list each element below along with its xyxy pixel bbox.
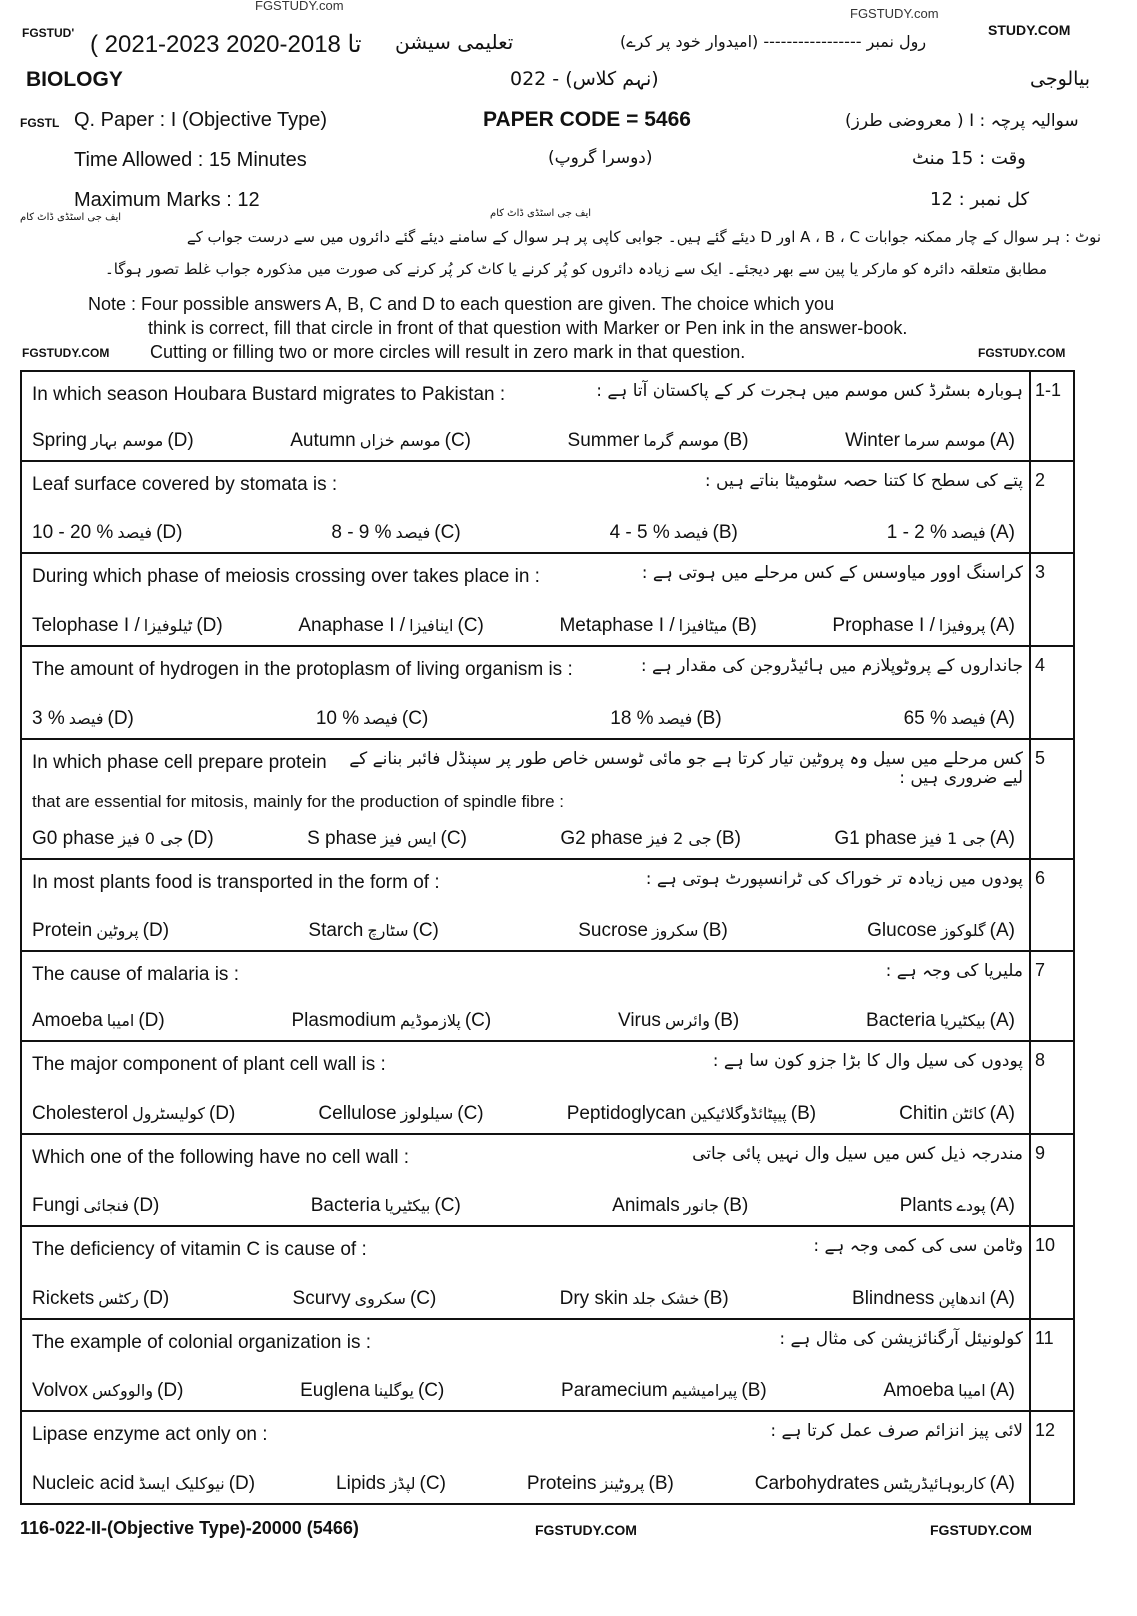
- option-text: 8 - 9 %: [331, 522, 392, 543]
- option-key: (A): [989, 708, 1015, 729]
- option-text: Carbohydrates: [754, 1473, 880, 1494]
- option-text: Anaphase I /: [298, 615, 406, 636]
- options: [32, 1195, 1015, 1217]
- question-row: [22, 1042, 1075, 1135]
- question-number-cell: [1029, 1412, 1075, 1503]
- option-text: Scurvy: [292, 1288, 351, 1309]
- option-text-urdu: نیوکلیک ایسڈ: [138, 1474, 225, 1493]
- question-text: The major component of plant cell wall is :: [32, 1054, 386, 1075]
- question-text-urdu: کولونیئل آرگنائزیشن کی مثال ہے :: [779, 1329, 1023, 1349]
- question-text-urdu: پتے کی سطح کا کتنا حصہ سٹومیٹا بناتے ہیں :: [704, 471, 1023, 491]
- option-key: (D): [107, 708, 134, 729]
- option-text: Rickets: [32, 1288, 95, 1309]
- question-number: 9: [1035, 1143, 1046, 1163]
- options: [32, 708, 1015, 730]
- option-text: 10 %: [315, 708, 360, 729]
- option-key: (D): [138, 1010, 165, 1031]
- option-key: (D): [157, 1380, 184, 1401]
- option-text-urdu: خشک جلد: [632, 1289, 700, 1308]
- option-text-urdu: اندھاپن: [938, 1289, 986, 1308]
- option-text-urdu: کولیسٹرول: [132, 1104, 205, 1123]
- question-row: [22, 647, 1075, 740]
- option-text: Winter: [845, 430, 900, 451]
- paper-code: PAPER CODE = 5466: [483, 108, 691, 131]
- option-text: Nucleic acid: [32, 1473, 135, 1494]
- question-number: 3: [1035, 562, 1046, 582]
- option-text: Metaphase I /: [559, 615, 675, 636]
- option-a: [755, 1473, 1015, 1495]
- option-text-urdu: موسم بہار: [90, 431, 164, 450]
- question-text-continued: that are essential for mitosis, mainly for the production of spindle fibre :: [32, 792, 564, 811]
- option-key: (B): [703, 1288, 729, 1309]
- question-text-urdu: مندرجہ ذیل کس میں سیل وال نہیں پائی جاتی: [692, 1144, 1023, 1164]
- options: [32, 920, 1015, 942]
- watermark: FGSTUDY.COM: [22, 346, 110, 360]
- option-d: [32, 430, 194, 452]
- option-text: G0 phase: [32, 828, 115, 849]
- option-text-urdu: جی 1 فیز: [920, 829, 986, 848]
- option-text-urdu: ایس فیز: [380, 829, 437, 848]
- question-row: [22, 952, 1075, 1042]
- options: [32, 1103, 1015, 1125]
- watermark: FGSTUDY.COM: [930, 1522, 1032, 1538]
- option-key: (B): [696, 708, 722, 729]
- option-a: [887, 522, 1015, 544]
- option-text: Amoeba: [883, 1380, 955, 1401]
- option-key: (C): [464, 1010, 492, 1031]
- option-c: [293, 1288, 437, 1310]
- option-text: Chitin: [899, 1103, 948, 1124]
- option-text-urdu: فیصد: [673, 523, 709, 542]
- option-key: (C): [417, 1380, 445, 1401]
- option-text-urdu: بیکٹیریا: [384, 1196, 431, 1215]
- question-text: Which one of the following have no cell wall :: [32, 1147, 410, 1168]
- question-text: The cause of malaria is :: [32, 964, 239, 985]
- class-code: (نہم کلاس) - 022: [510, 68, 659, 90]
- option-key: (D): [228, 1473, 256, 1494]
- option-a: [867, 920, 1015, 942]
- note-line-1: Note : Four possible answers A, B, C and D to each question are given. The choice which you: [88, 294, 835, 314]
- option-text: Protein: [32, 920, 93, 941]
- option-text-urdu: پیرامیشیم: [671, 1381, 738, 1400]
- option-text-urdu: رکٹس: [98, 1289, 139, 1308]
- option-text: G1 phase: [834, 828, 917, 849]
- time-urdu: وقت : 15 منٹ: [912, 148, 1026, 169]
- question-text-urdu: پودوں میں زیادہ تر خوراک کی ٹرانسپورٹ ہوتی ہے :: [645, 869, 1023, 889]
- option-key: (D): [133, 1195, 160, 1216]
- option-text: Cellulose: [318, 1103, 397, 1124]
- option-text: G2 phase: [560, 828, 643, 849]
- options: [32, 430, 1015, 452]
- question-text: Leaf surface covered by stomata is :: [32, 474, 338, 495]
- question-number-cell: [1029, 740, 1075, 858]
- option-text: Dry skin: [559, 1288, 629, 1309]
- option-key: (B): [648, 1473, 674, 1494]
- question-text-urdu: وٹامن سی کی کمی وجہ ہے :: [813, 1236, 1023, 1256]
- option-text: Cholesterol: [32, 1103, 129, 1124]
- option-key: (D): [142, 1288, 170, 1309]
- option-text-urdu: بیکٹیریا: [939, 1011, 986, 1030]
- option-text: Telophase I /: [32, 615, 140, 636]
- question-text: In which phase cell prepare protein: [32, 752, 327, 773]
- option-key: (C): [457, 615, 484, 636]
- question-number: 11: [1035, 1328, 1054, 1348]
- maximum-marks: Maximum Marks : 12: [74, 189, 260, 211]
- option-a: [900, 1195, 1015, 1217]
- option-text-urdu: پیپٹائڈوگلائیکین: [690, 1104, 787, 1123]
- option-key: (D): [196, 615, 223, 636]
- option-text: Volvox: [32, 1380, 88, 1401]
- option-text-urdu: فیصد: [395, 523, 431, 542]
- subject: BIOLOGY: [26, 68, 123, 91]
- option-d: [32, 920, 169, 942]
- note-urdu-line-2: مطابق متعلقہ دائرہ کو مارکر یا پین سے بھر دیجئے۔ ایک سے زیادہ دائروں کو پُر کرنے یا کاٹ کر پُر کرنے کی صورت میں مذکورہ جواب غلط تصور ہوگا۔: [104, 260, 1047, 278]
- option-text-urdu: پلازموڈیم: [400, 1011, 461, 1030]
- question-text: Lipase enzyme act only on :: [32, 1424, 268, 1445]
- option-text: Amoeba: [32, 1010, 103, 1031]
- question-row: [22, 1320, 1075, 1412]
- option-text-urdu: سکروی: [354, 1289, 406, 1308]
- option-key: (A): [989, 1288, 1015, 1309]
- option-d: [32, 1103, 235, 1125]
- option-text: Starch: [308, 920, 364, 941]
- option-b: [610, 522, 738, 544]
- option-a: [866, 1010, 1015, 1032]
- option-text-urdu: کائٹن: [951, 1104, 986, 1123]
- watermark: FGSTL: [20, 116, 60, 130]
- options: [32, 1010, 1015, 1032]
- group-urdu: (دوسرا گروپ): [548, 148, 653, 168]
- options: [32, 1473, 1015, 1495]
- option-b: [610, 708, 721, 730]
- option-b: [568, 430, 749, 452]
- question-number-cell: [1029, 1135, 1075, 1225]
- option-c: [318, 1103, 483, 1125]
- option-text: Proteins: [526, 1473, 597, 1494]
- option-key: (B): [702, 920, 728, 941]
- option-text-urdu: جی 0 فیز: [118, 829, 184, 848]
- option-a: [904, 708, 1015, 730]
- question-number-cell: [1029, 554, 1075, 645]
- option-b: [612, 1195, 748, 1217]
- option-text: 1 - 2 %: [886, 522, 947, 543]
- watermark: FGSTUDY.com: [255, 0, 344, 13]
- option-c: [316, 708, 428, 730]
- option-key: (C): [457, 1103, 484, 1124]
- option-text-urdu: والووکس: [91, 1381, 154, 1400]
- option-key: (C): [434, 1195, 461, 1216]
- question-text: In which season Houbara Bustard migrates to Pakistan :: [32, 384, 506, 405]
- option-text-urdu: امیبا: [958, 1381, 986, 1400]
- option-a: [852, 1288, 1015, 1310]
- option-text-urdu: وائرس: [664, 1011, 710, 1030]
- question-row: [22, 1412, 1075, 1503]
- question-row: [22, 740, 1075, 860]
- option-c: [290, 430, 471, 452]
- question-number-cell: [1029, 952, 1075, 1040]
- option-a: [834, 828, 1015, 850]
- option-key: (B): [723, 430, 749, 451]
- option-text-urdu: کاربوہائیڈریٹس: [883, 1474, 986, 1493]
- option-d: [32, 1010, 165, 1032]
- option-key: (A): [989, 522, 1015, 543]
- question-number-cell: [1029, 372, 1075, 460]
- question-number: 12: [1035, 1420, 1056, 1440]
- option-a: [899, 1103, 1015, 1125]
- watermark: FGSTUDY.COM: [978, 346, 1066, 360]
- question-number: 2: [1035, 470, 1046, 490]
- option-text-urdu: لپڈز: [389, 1474, 416, 1493]
- option-text-urdu: پروٹین: [96, 921, 139, 940]
- question-row: [22, 462, 1075, 554]
- option-text: Blindness: [852, 1288, 935, 1309]
- option-c: [311, 1195, 461, 1217]
- question-number: 10: [1035, 1235, 1056, 1255]
- option-c: [308, 920, 438, 942]
- options: [32, 615, 1015, 637]
- option-key: (A): [989, 1103, 1015, 1124]
- option-text: Autumn: [290, 430, 356, 451]
- option-b: [527, 1473, 674, 1495]
- option-text-urdu: فنجائی: [83, 1196, 129, 1215]
- question-number-cell: [1029, 1227, 1075, 1318]
- option-text-urdu: سکروز: [651, 921, 699, 940]
- option-text-urdu: یوگلینا: [373, 1381, 414, 1400]
- option-text-urdu: موسم گرما: [643, 431, 720, 450]
- question-number: 8: [1035, 1050, 1046, 1070]
- option-key: (C): [440, 828, 467, 849]
- option-key: (A): [989, 615, 1015, 636]
- option-c: [298, 615, 483, 637]
- option-key: (D): [142, 920, 170, 941]
- option-text-urdu: سٹارچ: [367, 921, 409, 940]
- option-key: (C): [444, 430, 472, 451]
- question-row: [22, 1135, 1075, 1227]
- option-text: 10 - 20 %: [32, 522, 114, 543]
- option-text-urdu: موسم سرما: [903, 431, 986, 450]
- option-text-urdu: جی 2 فیز: [646, 829, 712, 848]
- option-a: [832, 615, 1015, 637]
- option-d: [32, 1380, 183, 1402]
- option-text: 3 %: [32, 708, 65, 729]
- option-text: Glucose: [867, 920, 937, 941]
- option-c: [291, 1010, 491, 1032]
- option-text: Peptidoglycan: [566, 1103, 687, 1124]
- option-b: [578, 920, 728, 942]
- question-text: During which phase of meiosis crossing over takes place in :: [32, 566, 540, 587]
- question-text: In most plants food is transported in the form of :: [32, 872, 440, 893]
- option-key: (B): [722, 1195, 749, 1216]
- question-text-urdu: پودوں کی سیل وال کا بڑا جزو کون سا ہے :: [712, 1051, 1023, 1071]
- watermark: STUDY.COM: [988, 22, 1071, 38]
- option-text: Bacteria: [310, 1195, 381, 1216]
- question-number-cell: [1029, 462, 1075, 552]
- question-number: 4: [1035, 655, 1046, 675]
- option-text: 18 %: [610, 708, 654, 729]
- option-c: [300, 1380, 444, 1402]
- option-b: [561, 1380, 767, 1402]
- options: [32, 1288, 1015, 1310]
- option-text-urdu: پروفیزا: [938, 616, 986, 635]
- option-text: Prophase I /: [832, 615, 935, 636]
- option-key: (A): [989, 1380, 1015, 1401]
- question-row: [22, 554, 1075, 647]
- option-text: 65 %: [903, 708, 947, 729]
- option-key: (C): [434, 522, 461, 543]
- option-key: (D): [208, 1103, 236, 1124]
- question-row: [22, 372, 1075, 462]
- option-b: [560, 1288, 729, 1310]
- watermark: FGSTUDY.com: [850, 6, 939, 21]
- option-text-urdu: فیصد: [950, 523, 986, 542]
- option-a: [883, 1380, 1015, 1402]
- option-key: (B): [713, 1010, 740, 1031]
- option-key: (D): [187, 828, 214, 849]
- option-a: [845, 430, 1015, 452]
- time-allowed: Time Allowed : 15 Minutes: [74, 149, 307, 171]
- option-text-urdu: فیصد: [117, 523, 153, 542]
- option-c: [307, 828, 467, 850]
- question-text-urdu: لائی پیز انزائم صرف عمل کرتا ہے :: [770, 1421, 1023, 1441]
- note-urdu-line-1: نوٹ : ہر سوال کے چار ممکنہ جوابات A ، B ، C اور D دیئے گئے ہیں۔ جوابی کاپی پر ہر سوال کے سامنے دیئے گئے دائروں میں سے درست جواب کے: [186, 228, 1101, 246]
- option-key: (C): [419, 1473, 446, 1494]
- watermark: ایف جی اسٹڈی ڈاٹ کام: [20, 212, 122, 223]
- watermark: FGSTUD': [22, 26, 75, 40]
- option-d: [32, 615, 223, 637]
- watermark: FGSTUDY.COM: [535, 1522, 637, 1538]
- option-d: [32, 1473, 255, 1495]
- option-text-urdu: پروٹینز: [600, 1474, 645, 1493]
- option-text-urdu: پودے: [956, 1196, 986, 1215]
- option-text-urdu: فیصد: [657, 709, 693, 728]
- question-number: 6: [1035, 868, 1046, 888]
- paper-label: Q. Paper : I (Objective Type): [74, 109, 328, 131]
- options: [32, 828, 1015, 850]
- option-key: (B): [712, 522, 738, 543]
- question-number-cell: [1029, 647, 1075, 738]
- option-text-urdu: فیصد: [950, 709, 986, 728]
- option-key: (D): [156, 522, 183, 543]
- note-line-3: Cutting or filling two or more circles will result in zero mark in that question.: [150, 342, 746, 362]
- option-text: S phase: [307, 828, 377, 849]
- option-key: (C): [401, 708, 429, 729]
- note-line-2: think is correct, fill that circle in front of that question with Marker or Pen ink in the answer-book.: [148, 318, 908, 338]
- watermark: ایف جی اسٹڈی ڈاٹ کام: [490, 208, 592, 219]
- option-text: Plasmodium: [291, 1010, 397, 1031]
- option-text-urdu: موسم خزاں: [359, 431, 441, 450]
- option-key: (A): [989, 1195, 1015, 1216]
- marks-urdu: کل نمبر : 12: [930, 189, 1030, 210]
- option-text-urdu: جانور: [683, 1196, 719, 1215]
- option-text: 4 - 5 %: [609, 522, 670, 543]
- paper-urdu: سوالیہ پرچہ : I ( معروضی طرز): [845, 111, 1079, 131]
- question-text-urdu: کس مرحلے میں سیل وہ پروٹین تیار کرتا ہے جو مائی ٹوسس خاص طور پر سپنڈل فائبر بنانے کے لیے ضروری ہیں :: [349, 749, 1023, 788]
- question-number: 7: [1035, 960, 1046, 980]
- questions-table: [20, 370, 1075, 1505]
- options: [32, 1380, 1015, 1402]
- option-text: Fungi: [32, 1195, 80, 1216]
- option-key: (A): [989, 828, 1015, 849]
- option-key: (A): [989, 430, 1015, 451]
- option-text-urdu: اینافیزا: [409, 616, 454, 635]
- option-c: [336, 1473, 446, 1495]
- option-key: (A): [989, 920, 1015, 941]
- question-text-urdu: جانداروں کے پروٹوپلازم میں ہائیڈروجن کی مقدار ہے :: [640, 656, 1023, 676]
- question-number-cell: [1029, 1320, 1075, 1410]
- option-text: Lipids: [336, 1473, 386, 1494]
- option-text: Animals: [612, 1195, 680, 1216]
- option-text-urdu: فیصد: [68, 709, 104, 728]
- option-text-urdu: ٹیلوفیزا: [143, 616, 193, 635]
- option-d: [32, 828, 214, 850]
- roll-number-urdu: رول نمبر ----------------- (امیدوار خود پر کرے): [620, 32, 927, 51]
- option-text: Sucrose: [578, 920, 648, 941]
- option-text-urdu: سیلولوز: [400, 1104, 454, 1123]
- option-text: Plants: [899, 1195, 953, 1216]
- option-key: (A): [989, 1010, 1015, 1031]
- session-urdu: تعلیمی سیشن: [395, 30, 514, 54]
- session-years: ( 2021-2023 تا 2018-2020: [90, 31, 362, 58]
- footer-code: 116-022-II-(Objective Type)-20000 (5466): [20, 1518, 359, 1538]
- option-d: [32, 522, 182, 544]
- question-text: The deficiency of vitamin C is cause of :: [32, 1239, 367, 1260]
- option-d: [32, 708, 134, 730]
- option-c: [331, 522, 460, 544]
- question-number: 5: [1035, 748, 1046, 768]
- option-key: (B): [715, 828, 741, 849]
- option-b: [618, 1010, 739, 1032]
- option-text: Euglena: [300, 1380, 370, 1401]
- option-text-urdu: گلوکوز: [940, 921, 986, 940]
- option-d: [32, 1195, 159, 1217]
- option-text-urdu: میٹافیزا: [678, 616, 728, 635]
- question-row: [22, 1227, 1075, 1320]
- option-text: Spring: [32, 430, 87, 451]
- option-text-urdu: فیصد: [363, 709, 398, 728]
- options: [32, 522, 1015, 544]
- option-text-urdu: امیبا: [106, 1011, 135, 1030]
- option-text: Bacteria: [866, 1010, 936, 1031]
- question-number-cell: [1029, 860, 1075, 950]
- option-key: (C): [409, 1288, 437, 1309]
- question-text: The example of colonial organization is :: [32, 1332, 372, 1353]
- option-key: (A): [989, 1473, 1015, 1494]
- question-text-urdu: ملیریا کی وجہ ہے :: [885, 961, 1023, 981]
- question-number-cell: [1029, 1042, 1075, 1133]
- question-text-urdu: ہوبارہ بسٹرڈ کس موسم میں ہجرت کر کے پاکستان آتا ہے :: [596, 381, 1023, 401]
- option-b: [560, 828, 741, 850]
- option-key: (B): [790, 1103, 817, 1124]
- question-text: The amount of hydrogen in the protoplasm of living organism is :: [32, 659, 573, 680]
- option-b: [559, 615, 756, 637]
- option-key: (B): [741, 1380, 767, 1401]
- option-text: Summer: [567, 430, 640, 451]
- option-b: [567, 1103, 816, 1125]
- option-key: (C): [412, 920, 439, 941]
- question-text-urdu: کراسنگ اوور میاوسس کے کس مرحلے میں ہوتی ہے :: [641, 563, 1023, 583]
- option-key: (D): [167, 430, 194, 451]
- subject-urdu: بیالوجی: [1030, 68, 1090, 90]
- question-row: [22, 860, 1075, 952]
- question-number: 1-1: [1035, 380, 1062, 400]
- option-text: Paramecium: [561, 1380, 668, 1401]
- option-text: Virus: [617, 1010, 661, 1031]
- option-key: (B): [731, 615, 757, 636]
- option-d: [32, 1288, 169, 1310]
